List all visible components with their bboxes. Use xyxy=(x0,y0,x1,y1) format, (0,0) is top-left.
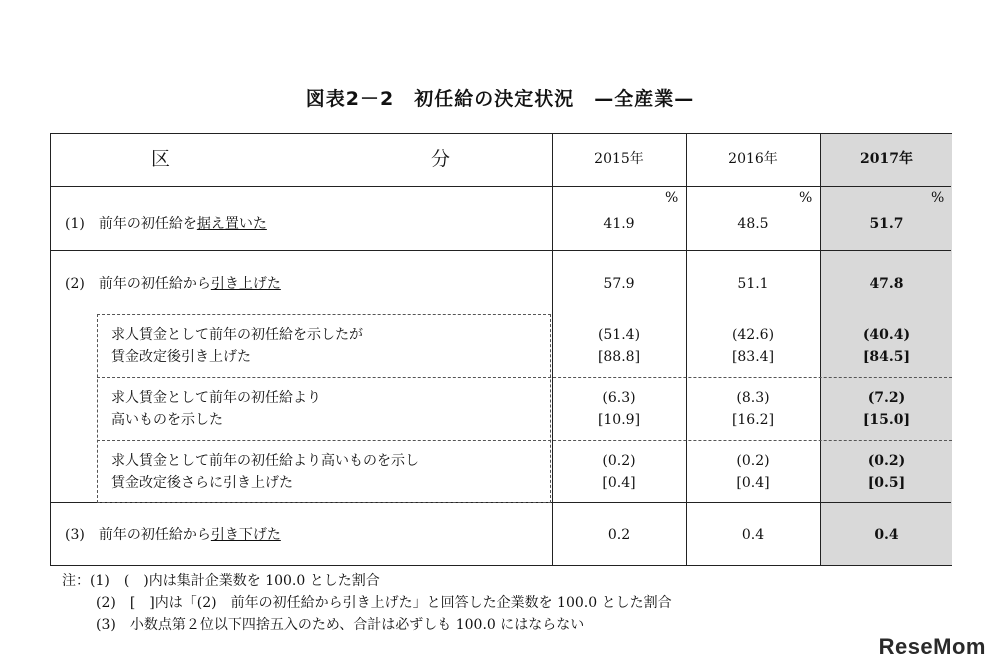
subrow-label-line1: 求人賃金として前年の初任給より xyxy=(111,390,321,406)
value-2015-ratio: [0.4] xyxy=(602,475,636,491)
value-2017-ratio: [0.5] xyxy=(867,475,906,491)
header-year-2015: 2015年 xyxy=(594,151,644,167)
value-2017: 51.7 xyxy=(869,216,904,232)
value-2016: 48.5 xyxy=(737,216,769,232)
value-2017-share: (0.2) xyxy=(867,453,906,469)
value-2017: 0.4 xyxy=(874,527,899,543)
value-2016: 51.1 xyxy=(737,276,769,292)
value-2016-share: (42.6) xyxy=(731,327,775,343)
subrow-label-line1: 求人賃金として前年の初任給を示したが xyxy=(111,327,363,343)
row-label xyxy=(65,524,281,546)
row-label xyxy=(65,213,267,235)
value-2017-ratio: [84.5] xyxy=(862,349,911,365)
value-2016-ratio: [0.4] xyxy=(736,475,770,491)
page-title: 図表2－2 初任給の決定状況 —全産業— xyxy=(305,88,695,110)
value-2015: 41.9 xyxy=(603,216,635,232)
footnotes xyxy=(62,570,672,636)
header-category-right: 分 xyxy=(431,148,451,170)
row-label-prefix: (1) 前年の初任給を xyxy=(65,216,197,232)
value-2015-share: (6.3) xyxy=(602,390,636,406)
subgroup-rule xyxy=(97,377,952,378)
subrow-label-line2: 賃金改定後引き上げた xyxy=(111,349,251,365)
value-2015-share: (0.2) xyxy=(602,453,636,469)
footnote: (3) 小数点第２位以下四捨五入のため、合計は必ずしも 100.0 にはならない xyxy=(96,617,585,633)
row-label-prefix: (2) 前年の初任給から xyxy=(65,276,211,292)
value-2015-ratio: [88.8] xyxy=(597,349,641,365)
subgroup-rule xyxy=(97,440,952,441)
value-2017: 47.8 xyxy=(869,276,904,292)
row-label xyxy=(65,273,281,295)
value-2015: 0.2 xyxy=(607,527,631,543)
row-rule xyxy=(51,250,951,251)
value-2017-ratio: [15.0] xyxy=(862,412,911,428)
footnote: 注：(1) ( )内は集計企業数を 100.0 とした割合 xyxy=(62,573,380,589)
row-label-keyword: 据え置いた xyxy=(196,216,267,232)
row-label-keyword: 引き下げた xyxy=(210,527,281,543)
row-label-keyword: 引き上げた xyxy=(210,276,281,292)
value-2015-ratio: [10.9] xyxy=(597,412,641,428)
value-2016-share: (0.2) xyxy=(736,453,770,469)
value-2017-share: (40.4) xyxy=(862,327,911,343)
value-2016-ratio: [83.4] xyxy=(731,349,775,365)
unit-label-2015: % xyxy=(665,190,679,206)
footnote: (2) [ ]内は「(2) 前年の初任給から引き上げた」と回答した企業数を 100.0 とした割合 xyxy=(96,595,672,611)
header-category-left: 区 xyxy=(151,148,171,170)
watermark-logo: ReseMom xyxy=(878,634,986,659)
subrow-label-line2: 賃金改定後さらに引き上げた xyxy=(111,475,293,491)
subrow-label-line2: 高いものを示した xyxy=(111,412,223,428)
header-year-2017: 2017年 xyxy=(860,151,913,167)
data-table xyxy=(50,133,952,566)
header-year-2016: 2016年 xyxy=(728,151,778,167)
value-2017-share: (7.2) xyxy=(867,390,906,406)
value-2015: 57.9 xyxy=(603,276,635,292)
value-2016-ratio: [16.2] xyxy=(731,412,775,428)
value-2016: 0.4 xyxy=(741,527,765,543)
unit-label-2017: % xyxy=(931,190,945,206)
value-2015-share: (51.4) xyxy=(597,327,641,343)
subrow-label-line1: 求人賃金として前年の初任給より高いものを示し xyxy=(111,453,419,469)
row-label-prefix: (3) 前年の初任給から xyxy=(65,527,211,543)
header-rule xyxy=(51,186,951,187)
value-2016-share: (8.3) xyxy=(736,390,770,406)
unit-label-2016: % xyxy=(799,190,813,206)
